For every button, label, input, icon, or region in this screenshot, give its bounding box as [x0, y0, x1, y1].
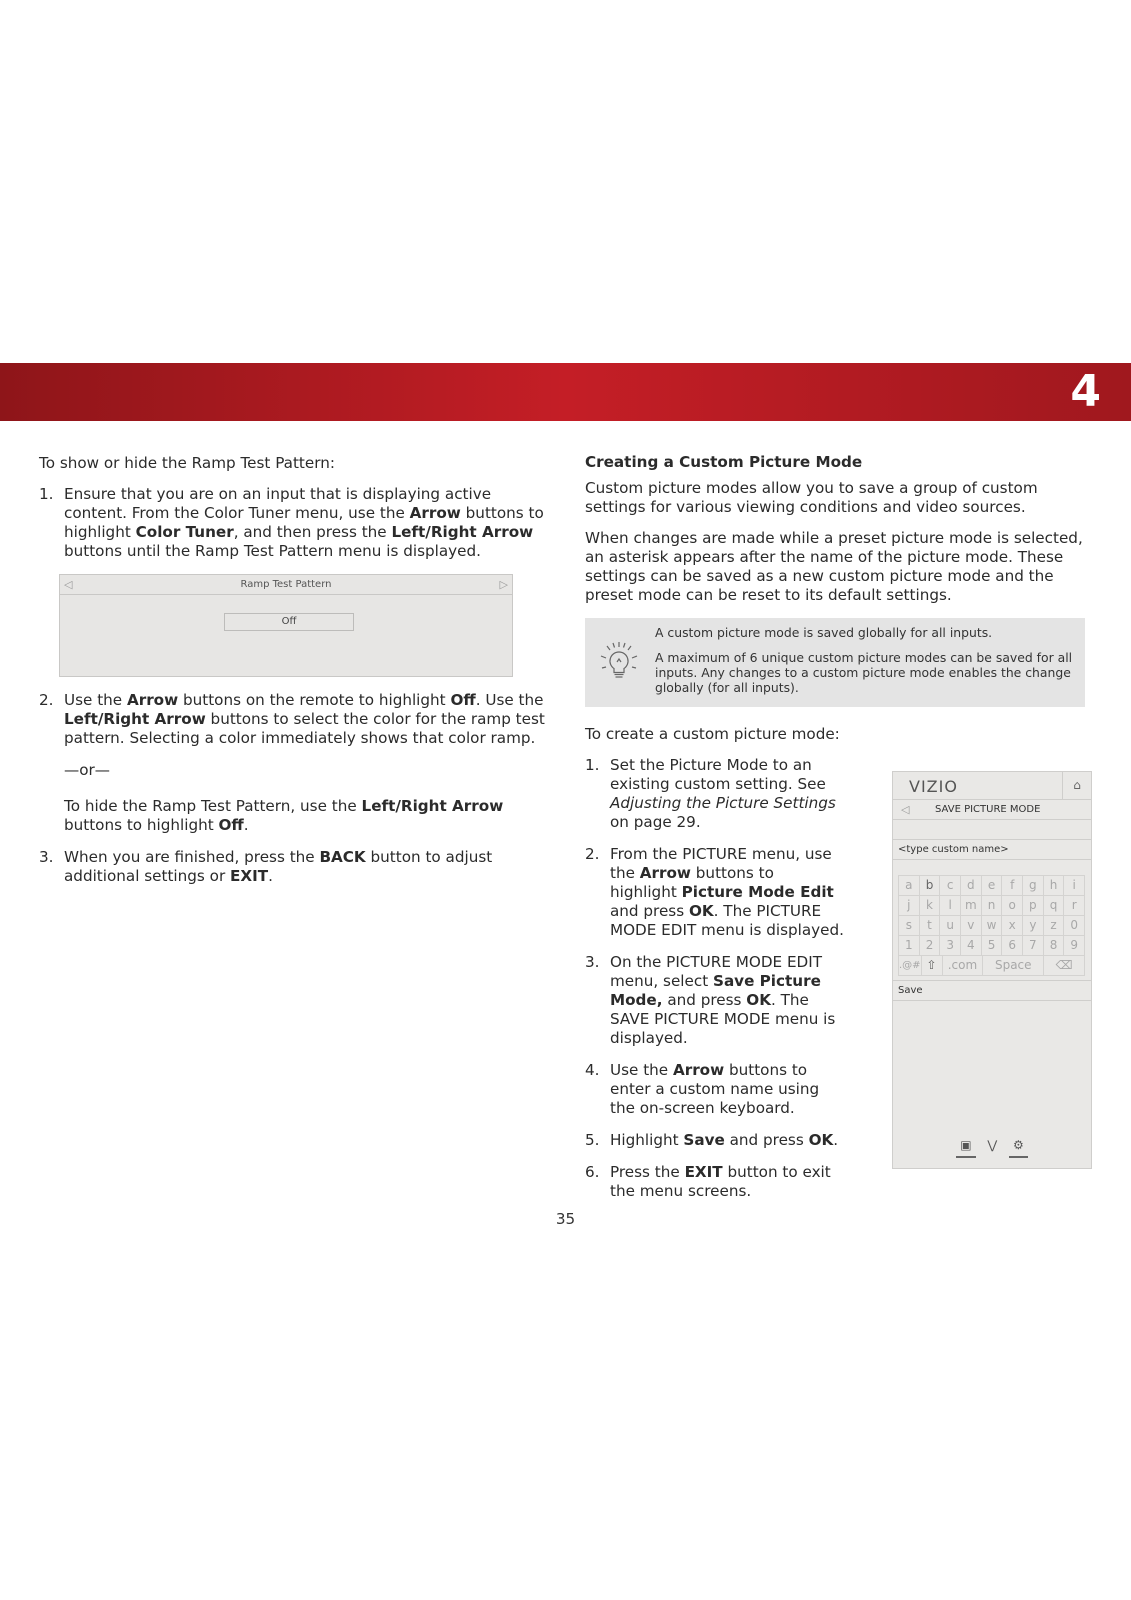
key[interactable]: c — [939, 876, 960, 895]
on-screen-keyboard — [898, 875, 1085, 976]
step-text: on page 29. — [610, 813, 701, 831]
step-bold: EXIT — [230, 867, 269, 885]
step-text: and press — [724, 1131, 809, 1149]
step-bold: OK — [688, 902, 714, 920]
step-text: . The PICTURE MODE EDIT menu is displayed. — [610, 902, 844, 939]
tip-line-2: A maximum of 6 unique custom picture modes can be saved for all inputs. Any changes to a custom picture mode enables the change globally (for all inputs). — [655, 650, 1073, 695]
step-bold: Left/Right Arrow — [391, 523, 534, 541]
create-steps-text — [585, 756, 845, 1201]
save-picture-mode-menu — [892, 771, 1092, 1169]
key[interactable]: b — [919, 876, 940, 895]
left-arrow-icon[interactable]: ◁ — [64, 578, 73, 591]
left-column — [39, 454, 549, 899]
step-text: . — [833, 1131, 839, 1149]
step-text: . Use the — [475, 691, 544, 709]
key[interactable]: r — [1063, 896, 1085, 915]
ramp-step-2 — [39, 691, 549, 748]
create-step-1 — [585, 756, 845, 832]
key[interactable]: d — [960, 876, 981, 895]
key[interactable]: n — [981, 896, 1002, 915]
key[interactable]: 5 — [981, 936, 1002, 955]
hide-text: To hide the Ramp Test Pattern, use the — [64, 797, 362, 815]
key[interactable]: z — [1043, 916, 1064, 935]
step-text: Use the — [610, 1061, 673, 1079]
keyboard-row-4 — [898, 935, 1085, 955]
asterisk-explanation: When changes are made while a preset picture mode is selected, an asterisk appears after the name of the picture mode. These settings can be saved as a new custom picture mode and the preset mode can be reset to its default settings. — [585, 529, 1083, 604]
chapter-banner — [0, 363, 1131, 421]
key[interactable]: 3 — [939, 936, 960, 955]
ramp-step-1 — [39, 485, 549, 561]
key[interactable]: j — [898, 896, 919, 915]
step-text: button to adjust additional settings or — [64, 848, 493, 885]
key[interactable]: a — [898, 876, 919, 895]
create-step-4 — [585, 1061, 845, 1118]
right-arrow-icon[interactable]: ▷ — [499, 578, 508, 591]
step-text: Set the Picture Mode to an existing custom setting. See — [610, 756, 826, 793]
ramp-step-3 — [39, 848, 549, 886]
step-bold: Save — [683, 1131, 725, 1149]
step-bold: Save Picture Mode, — [610, 972, 821, 1009]
backspace-icon[interactable]: ⌫ — [1043, 956, 1085, 975]
key[interactable]: x — [1001, 916, 1022, 935]
or-separator: —or— — [64, 761, 110, 779]
step-italic: Adjusting the Picture Settings — [610, 794, 836, 812]
keyboard-row-5 — [898, 955, 1085, 976]
key[interactable]: e — [981, 876, 1002, 895]
ramp-steps-cont — [39, 691, 549, 748]
tip-box — [585, 618, 1085, 707]
step-text: On the PICTURE MODE EDIT menu, select — [610, 953, 822, 990]
step-text: buttons on the remote to highlight — [178, 691, 451, 709]
step-bold: OK — [808, 1131, 834, 1149]
wide-icon[interactable]: ▣ — [956, 1136, 975, 1158]
step-text: From the PICTURE menu, use the — [610, 845, 832, 882]
step-text: button to exit the menu screens. — [610, 1163, 831, 1200]
step-text: buttons until the Ramp Test Pattern menu is displayed. — [64, 542, 481, 560]
space-key[interactable]: Space — [982, 956, 1043, 975]
ramp-intro: To show or hide the Ramp Test Pattern: — [39, 454, 335, 472]
lightbulb-icon — [599, 640, 639, 684]
ramp-menu-header — [60, 575, 512, 595]
step-text: buttons to enter a custom name using the on-screen keyboard. — [610, 1061, 820, 1117]
key[interactable]: m — [960, 896, 981, 915]
key[interactable]: f — [1001, 876, 1022, 895]
step-bold: EXIT — [684, 1163, 723, 1181]
keyboard-row-1 — [898, 875, 1085, 895]
back-arrow-icon[interactable]: ◁ — [901, 803, 910, 816]
step-text: , and then press the — [233, 523, 392, 541]
vizio-v-icon[interactable]: ⋁ — [987, 1138, 998, 1152]
key[interactable]: y — [1022, 916, 1043, 935]
create-step-5 — [585, 1131, 845, 1150]
step-text: Ensure that you are on an input that is displaying active content. From the Color Tuner menu, use the — [64, 485, 492, 522]
step-bold: Color Tuner — [135, 523, 234, 541]
step-bold: Arrow — [409, 504, 461, 522]
key[interactable]: 1 — [898, 936, 919, 955]
hide-bold: Off — [218, 816, 244, 834]
right-column — [585, 453, 1095, 1214]
menu-top-bar — [893, 772, 1091, 800]
hide-bold: Left/Right Arrow — [361, 797, 504, 815]
key[interactable]: q — [1043, 896, 1064, 915]
step-number: 1. — [585, 756, 600, 774]
key[interactable]: 4 — [960, 936, 981, 955]
create-steps — [585, 756, 845, 1201]
menu-bottom-icons — [893, 1136, 1091, 1158]
key[interactable]: l — [939, 896, 960, 915]
ramp-steps-final — [39, 848, 549, 886]
key[interactable]: 2 — [919, 936, 940, 955]
key[interactable]: 7 — [1022, 936, 1043, 955]
save-option[interactable]: Save — [893, 980, 1091, 1001]
step-text: buttons to select the color for the ramp test pattern. Selecting a color immediately shows that color ramp. — [64, 710, 545, 747]
step-number: 3. — [39, 848, 54, 866]
step-number: 2. — [39, 691, 54, 709]
key[interactable]: g — [1022, 876, 1043, 895]
create-step-6 — [585, 1163, 845, 1201]
step-text: buttons to highlight — [64, 504, 544, 541]
key[interactable]: s — [898, 916, 919, 935]
section-heading: Creating a Custom Picture Mode — [585, 453, 863, 471]
step-number: 6. — [585, 1163, 600, 1181]
step-bold: Left/Right Arrow — [64, 710, 206, 728]
menu-title-bar — [893, 800, 1091, 820]
step-text: . The SAVE PICTURE MODE menu is displayed. — [610, 991, 836, 1047]
hide-text: buttons to highlight — [64, 816, 219, 834]
key[interactable]: 9 — [1063, 936, 1085, 955]
step-number: 4. — [585, 1061, 600, 1079]
step-text: and press — [610, 902, 689, 920]
hide-text: . — [243, 816, 249, 834]
step-text: Use the — [64, 691, 127, 709]
step-number: 1. — [39, 485, 54, 503]
step-number: 5. — [585, 1131, 600, 1149]
step-number: 3. — [585, 953, 600, 971]
step-text: and press — [662, 991, 747, 1009]
key[interactable]: o — [1001, 896, 1022, 915]
key[interactable]: 8 — [1043, 936, 1064, 955]
page-number: 35 — [555, 1210, 576, 1228]
keyboard-row-2 — [898, 895, 1085, 915]
key[interactable]: v — [960, 916, 981, 935]
tip-line-1: A custom picture mode is saved globally for all inputs. — [655, 625, 993, 640]
menu-title: SAVE PICTURE MODE — [935, 804, 1041, 815]
key[interactable]: h — [1043, 876, 1064, 895]
step-bold: Picture Mode Edit — [681, 883, 834, 901]
step-text: Highlight — [610, 1131, 684, 1149]
step-number: 2. — [585, 845, 600, 863]
custom-mode-description: Custom picture modes allow you to save a group of custom settings for various viewing conditions and video sources. — [585, 479, 1038, 516]
key[interactable]: u — [939, 916, 960, 935]
keyboard-row-3 — [898, 915, 1085, 935]
step-bold: BACK — [319, 848, 366, 866]
ramp-menu-title: Ramp Test Pattern — [240, 579, 332, 590]
key[interactable]: w — [981, 916, 1002, 935]
ramp-off-option[interactable]: Off — [224, 613, 354, 631]
create-steps-section — [585, 756, 1095, 1201]
key[interactable]: 6 — [1001, 936, 1022, 955]
step-text: When you are finished, press the — [64, 848, 320, 866]
step-text: . — [268, 867, 273, 885]
key[interactable]: t — [919, 916, 940, 935]
custom-name-input[interactable]: <type custom name> — [893, 839, 1091, 860]
key[interactable]: p — [1022, 896, 1043, 915]
settings-icon[interactable]: ⚙ — [1009, 1136, 1028, 1158]
step-bold: OK — [746, 991, 771, 1009]
step-text: Press the — [610, 1163, 685, 1181]
key[interactable]: 0 — [1063, 916, 1085, 935]
step-bold: Arrow — [126, 691, 179, 709]
key[interactable]: i — [1063, 876, 1085, 895]
create-step-3 — [585, 953, 845, 1048]
symbols-key[interactable]: .@# — [898, 956, 921, 975]
chapter-number: 4 — [1070, 366, 1101, 417]
create-step-2 — [585, 845, 845, 940]
step-bold: Off — [450, 691, 476, 709]
step-bold: Arrow — [672, 1061, 725, 1079]
ramp-test-pattern-menu — [59, 574, 513, 677]
dotcom-key[interactable]: .com — [942, 956, 983, 975]
key[interactable]: k — [919, 896, 940, 915]
ramp-steps — [39, 485, 549, 561]
create-intro: To create a custom picture mode: — [585, 725, 840, 743]
step-text: buttons to highlight — [610, 864, 774, 901]
home-icon[interactable]: ⌂ — [1062, 772, 1091, 799]
hide-ramp-instructions — [39, 797, 549, 835]
shift-icon[interactable]: ⇧ — [921, 956, 942, 975]
step-bold: Arrow — [639, 864, 691, 882]
vizio-logo: VIZIO — [909, 777, 958, 796]
